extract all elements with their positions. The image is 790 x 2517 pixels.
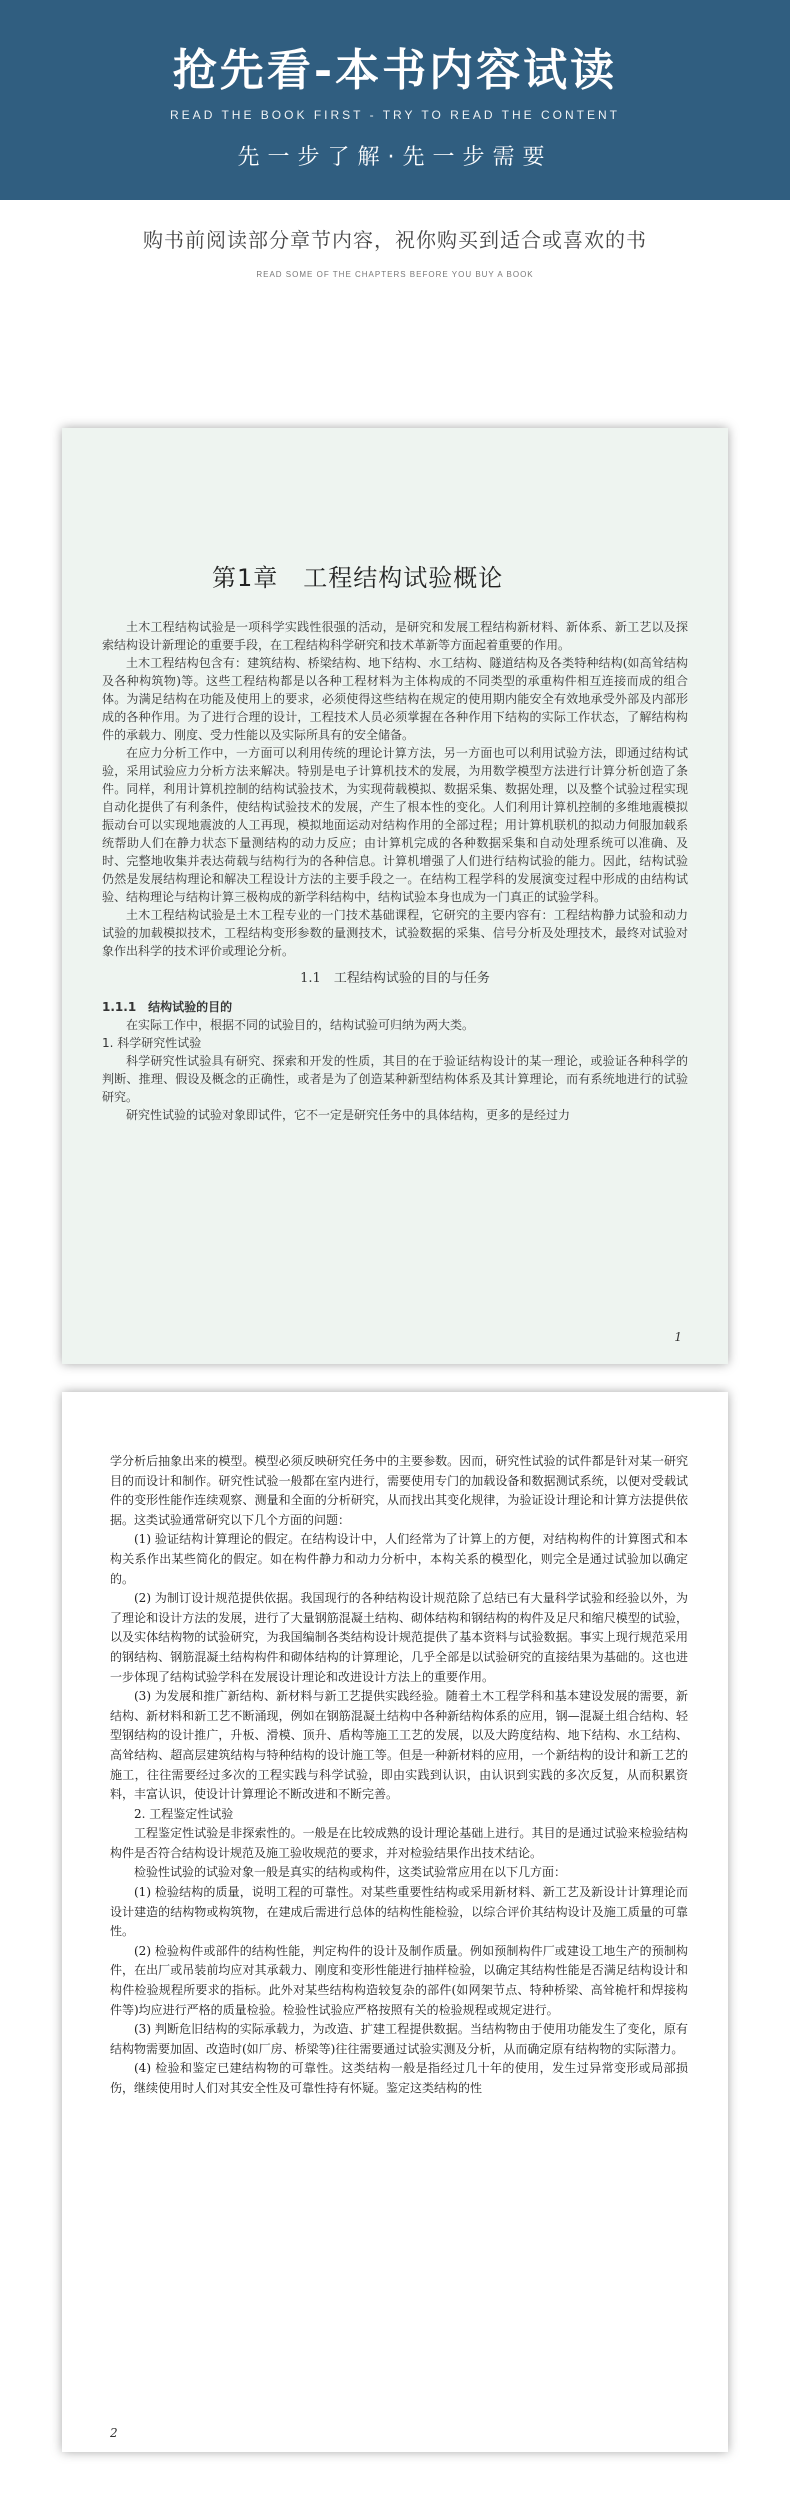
chapter-title: 第1章 工程结构试验概论 <box>212 564 504 592</box>
banner-subtitle-en: READ THE BOOK FIRST - TRY TO READ THE CONTENT <box>170 108 620 122</box>
paragraph: 土木工程结构包含有：建筑结构、桥梁结构、地下结构、水工结构、隧道结构及各类特种结构(如高耸结构及各种构筑物)等。这些工程结构都是以各种工程材料为主体构成的不同类型的承重构件相互连接而成的组合体。为满足结构在功能及使用上的要求，必须使得这些结构在规定的使用期内能安全有效地承受外部及内部形成的各种作用。为了进行合理的设计，工程技术人员必须掌握在各种作用下结构的实际工作状态，了解结构构件的承载力、刚度、受力性能以及实际所具有的安全储备。 <box>102 656 688 742</box>
paragraph: (4) 检验和鉴定已建结构物的可靠性。这类结构一般是指经过几十年的使用，发生过异常变形或局部损伤，继续使用时人们对其安全性及可靠性持有怀疑。鉴定这类结构的性 <box>110 2061 688 2095</box>
paragraph: 土木工程结构试验是土木工程专业的一门技术基础课程，它研究的主要内容有：工程结构静力试验和动力试验的加载模拟技术，工程结构变形参数的量测技术，试验数据的采集、信号分析及处理技术，最终对试验对象作出科学的技术评价或理论分析。 <box>102 908 688 958</box>
paragraph: (1) 验证结构计算理论的假定。在结构设计中，人们经常为了计算上的方便，对结构构件的计算图式和本构关系作出某些简化的假定。如在构件静力和动力分析中，本构关系的模型化，则完全是通过试验加以确定的。 <box>110 1532 688 1586</box>
intro-text: 购书前阅读部分章节内容，祝你购买到适合或喜欢的书 <box>143 228 647 252</box>
book-page-2 <box>62 1392 728 2452</box>
section-title: 1.1 工程结构试验的目的与任务 <box>300 971 490 986</box>
banner-title: 抢先看-本书内容试读 <box>172 45 618 96</box>
item-title: 1. 科学研究性试验 <box>102 1036 202 1050</box>
paragraph: 研究性试验的试验对象即试件，它不一定是研究任务中的具体结构，更多的是经过力 <box>126 1108 571 1122</box>
paragraph: 学分析后抽象出来的模型。模型必须反映研究任务中的主要参数。因而，研究性试验的试件都是针对某一研究目的而设计和制作。研究性试验一般都在室内进行，需要使用专门的加载设备和数据测试系统，以便对受载试件的变形性能作连续观察、测量和全面的分析研究，从而找出其变化规律，为验证设计理论和计算方法提供依据。这类试验通常研究以下几个方面的问题： <box>110 1454 688 1527</box>
paragraph: 在应力分析工作中，一方面可以利用传统的理论计算方法，另一方面也可以利用试验方法，即通过结构试验，采用试验应力分析方法来解决。特别是电子计算机技术的发展，为用数学模型方法进行计算分析创造了条件。同样，利用计算机控制的结构试验技术，为实现荷载模拟、数据采集、数据处理，以及整个试验过程实现自动化提供了有利条件，使结构试验技术的发展，产生了根本性的变化。人们利用计算机控制的多维地震模拟振动台可以实现地震波的人工再现，模拟地面运动对结构作用的全部过程；用计算机联机的拟动力伺服加载系统帮助人们在静力状态下量测结构的动力反应；由计算机完成的各种数据采集和自动处理系统可以准确、及时、完整地收集并表达荷载与结构行为的各种信息。计算机增强了人们进行结构试验的能力。因此，结构试验仍然是发展结构理论和解决工程设计方法的主要手段之一。在结构工程学科的发展演变过程中形成的由结构试验、结构理论与结构计算三极构成的新学科结构中，结构试验本身也成为一门真正的试验学科。 <box>102 746 688 904</box>
paragraph: (2) 为制订设计规范提供依据。我国现行的各种结构设计规范除了总结已有大量科学试验和经验以外，为了理论和设计方法的发展，进行了大量钢筋混凝土结构、砌体结构和钢结构的构件及足尺和缩尺模型的试验，以及实体结构物的试验研究，为我国编制各类结构设计规范提供了基本资料与试验数据。事实上现行规范采用的钢结构、钢筋混凝土结构构件和砌体结构的计算理论，几乎全部是以试验研究的直接结果为基础的。这也进一步体现了结构试验学科在发展设计理论和改进设计方法上的重要作用。 <box>110 1591 688 1684</box>
paragraph: (1) 检验结构的质量，说明工程的可靠性。对某些重要性结构或采用新材料、新工艺及新设计计算理论而设计建造的结构物或构筑物，在建成后需进行总体的结构性能检验，以综合评价其结构设计及施工质量的可靠性。 <box>110 1885 688 1939</box>
paragraph: 土木工程结构试验是一项科学实践性很强的活动，是研究和发展工程结构新材料、新体系、新工艺以及探索结构设计新理论的重要手段，在工程结构科学研究和技术革新等方面起着重要的作用。 <box>102 620 688 652</box>
paragraph: 在实际工作中，根据不同的试验目的，结构试验可归纳为两大类。 <box>126 1018 475 1032</box>
intro-text-en: READ SOME OF THE CHAPTERS BEFORE YOU BUY A BOOK <box>256 270 534 279</box>
paragraph: 检验性试验的试验对象一般是真实的结构或构件，这类试验常应用在以下几方面： <box>134 1865 567 1880</box>
page-1-body <box>102 618 688 1124</box>
header-banner <box>0 0 790 200</box>
book-page-1 <box>62 428 728 1364</box>
paragraph: (3) 为发展和推广新结构、新材料与新工艺提供实践经验。随着土木工程学科和基本建设发展的需要，新结构、新材料和新工艺不断涌现，例如在钢筋混凝土结构中各种新结构体系的应用，钢—混凝土组合结构、轻型钢结构的设计推广，升板、滑模、顶升、盾构等施工工艺的发展，以及大跨度结构、地下结构、水工结构、高耸结构、超高层建筑结构与特种结构的设计施工等。但是一种新材料的应用，一个新结构的设计和新工艺的施工，往往需要经过多次的工程实践与科学试验，即由实践到认识，由认识到实践的多次反复，从而积累资料，丰富认识，使设计计算理论不断改进和不断完善。 <box>110 1689 688 1802</box>
page-2-body <box>110 1452 688 2099</box>
page-number: 1 <box>674 1330 682 1344</box>
banner-slogan: 先一步了解·先一步需要 <box>237 145 553 170</box>
item-title: 2. 工程鉴定性试验 <box>134 1806 234 1821</box>
paragraph: (2) 检验构件或部件的结构性能，判定构件的设计及制作质量。例如预制构件厂或建设工地生产的预制构件，在出厂或吊装前均应对其承载力、刚度和变形性能进行抽样检验，以确定其结构性能是否满足结构设计和构件检验规程所要求的指标。此外对某些结构构造较复杂的部件(如网架节点、特种桥梁、高耸桅杆和焊接构件等)均应进行严格的质量检验。检验性试验应严格按照有关的检验规程或规定进行。 <box>110 1943 688 2017</box>
paragraph: 工程鉴定性试验是非探索性的。一般是在比较成熟的设计理论基础上进行。其目的是通过试验来检验结构构件是否符合结构设计规范及施工验收规范的要求，并对检验结果作出技术结论。 <box>110 1826 688 1860</box>
paragraph: 科学研究性试验具有研究、探索和开发的性质，其目的在于验证结构设计的某一理论，或验证各种科学的判断、推理、假设及概念的正确性，或者是为了创造某种新型结构体系及其计算理论，而有系统地进行的试验研究。 <box>102 1054 688 1104</box>
paragraph: (3) 判断危旧结构的实际承载力，为改造、扩建工程提供数据。当结构物由于使用功能发生了变化，原有结构物需要加固、改造时(如厂房、桥梁等)往往需要通过试验实测及分析，从而确定原有结构物的实际潜力。 <box>110 2022 688 2056</box>
subsection-title: 1.1.1 结构试验的目的 <box>102 1000 233 1014</box>
page-number: 2 <box>110 2426 118 2440</box>
